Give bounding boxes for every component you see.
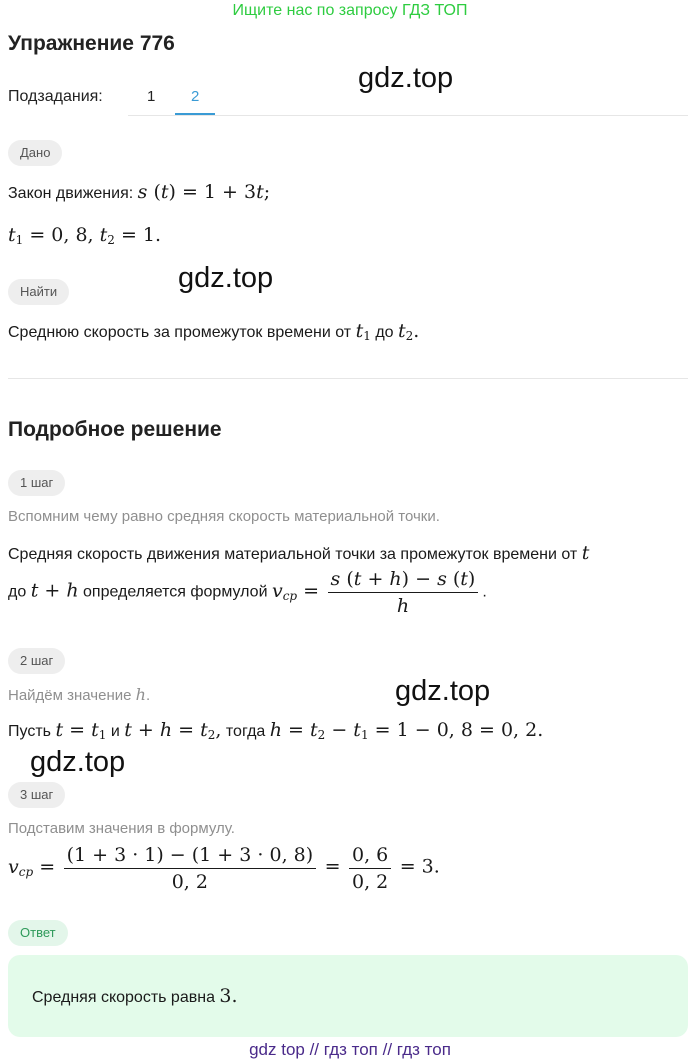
step2-prefix: Пусть (8, 723, 51, 740)
step2-eq3: $h = t_2 - t_1 = 1 - 0$, 8 = 0, 2. (269, 719, 544, 742)
find-t2: $t_2$. (398, 320, 420, 343)
tabs-divider (128, 115, 688, 116)
section-divider (8, 378, 688, 379)
step3-fraction-2 (349, 844, 391, 893)
answer-value: 3. (219, 985, 238, 1007)
step1-numerator: s (t + h) − s (t) (328, 568, 479, 593)
footer-links[interactable]: gdz top // гдз топ // гдз топ (249, 1040, 451, 1059)
step2-and: и (110, 723, 120, 740)
find-pill: Найти (8, 279, 69, 305)
watermark: gdz.top (395, 675, 491, 707)
given-times-formula: $t_1 = 0$, 8, $t_2 = 1$. (8, 224, 162, 247)
page-title: Упражнение 776 (8, 32, 175, 55)
step1-fraction (328, 568, 479, 617)
step1-line1-var: t (581, 542, 590, 564)
step1-hint: Вспомним чему равно средняя скорость материальной точки. (8, 508, 440, 525)
step1-line2-prefix: до (8, 583, 27, 601)
subtasks-label: Подзадания: (8, 88, 103, 105)
find-line (8, 320, 419, 343)
answer-line (32, 985, 238, 1007)
step3-line: $v_{cp}$ = $\frac{(1 + 3 \cdot 1) - (1 + 3 \cdot 0, 8)}{0, 2}$ = $\frac{0, 6}{0, 2}$ = 3. (8, 844, 440, 893)
step1-end: . (482, 583, 487, 601)
watermark: gdz.top (358, 62, 454, 94)
subtask-tab-2[interactable]: 2 (191, 88, 200, 105)
step3-hint: Подставим значения в формулу. (8, 820, 235, 837)
step1-line2-var: t + h (30, 579, 79, 602)
find-and: до (375, 324, 394, 341)
step2-eq2: $t + h = t_2$, (124, 719, 222, 742)
step1-line1-text: Средняя скорость движения материальной точки за промежуток времени от (8, 546, 578, 563)
step3-num2: 0, 6 (349, 844, 391, 869)
step1-lhs: $v_{cp}$ = (271, 579, 320, 603)
subtask-tab-1[interactable]: 1 (147, 88, 156, 105)
step1-line1 (8, 542, 589, 564)
step3-fraction-1 (64, 844, 317, 893)
step3-den1: 0, 2 (171, 871, 208, 893)
given-pill: Дано (8, 140, 62, 166)
watermark: gdz.top (178, 262, 274, 294)
step1-line2 (8, 568, 487, 617)
given-law-formula: s (t) = 1 + 3t; (137, 181, 271, 203)
promo-banner[interactable]: Ищите нас по запросу ГДЗ ТОП (232, 2, 468, 19)
step3-den2: 0, 2 (351, 871, 389, 893)
step3-result: = 3. (399, 855, 440, 878)
answer-text: Средняя скорость равна (32, 989, 215, 1006)
given-law-label: Закон движения: (8, 185, 134, 202)
find-text: Среднюю скорость за промежуток времени от (8, 324, 352, 341)
step2-hint: Найдём значение h. (8, 685, 151, 704)
step3-pill: 3 шаг (8, 782, 65, 808)
step1-denominator: h (396, 595, 410, 617)
step1-pill: 1 шаг (8, 470, 65, 496)
step2-line (8, 719, 543, 742)
active-tab-indicator (175, 113, 215, 115)
step1-line2-mid: определяется формулой (83, 583, 268, 601)
step2-eq1: $t = t_1$ (55, 719, 107, 742)
watermark: gdz.top (30, 746, 126, 778)
step2-pill: 2 шаг (8, 648, 65, 674)
step3-lhs: $v_{cp}$ = (8, 855, 56, 879)
step3-num1: (1 + 3 · 1) − (1 + 3 · 0, 8) (64, 844, 317, 869)
step2-then: тогда (225, 723, 266, 740)
given-law-line (8, 181, 270, 203)
find-t1: $t_1$ (355, 320, 371, 343)
solution-title: Подробное решение (8, 418, 222, 441)
answer-pill: Ответ (8, 920, 68, 946)
